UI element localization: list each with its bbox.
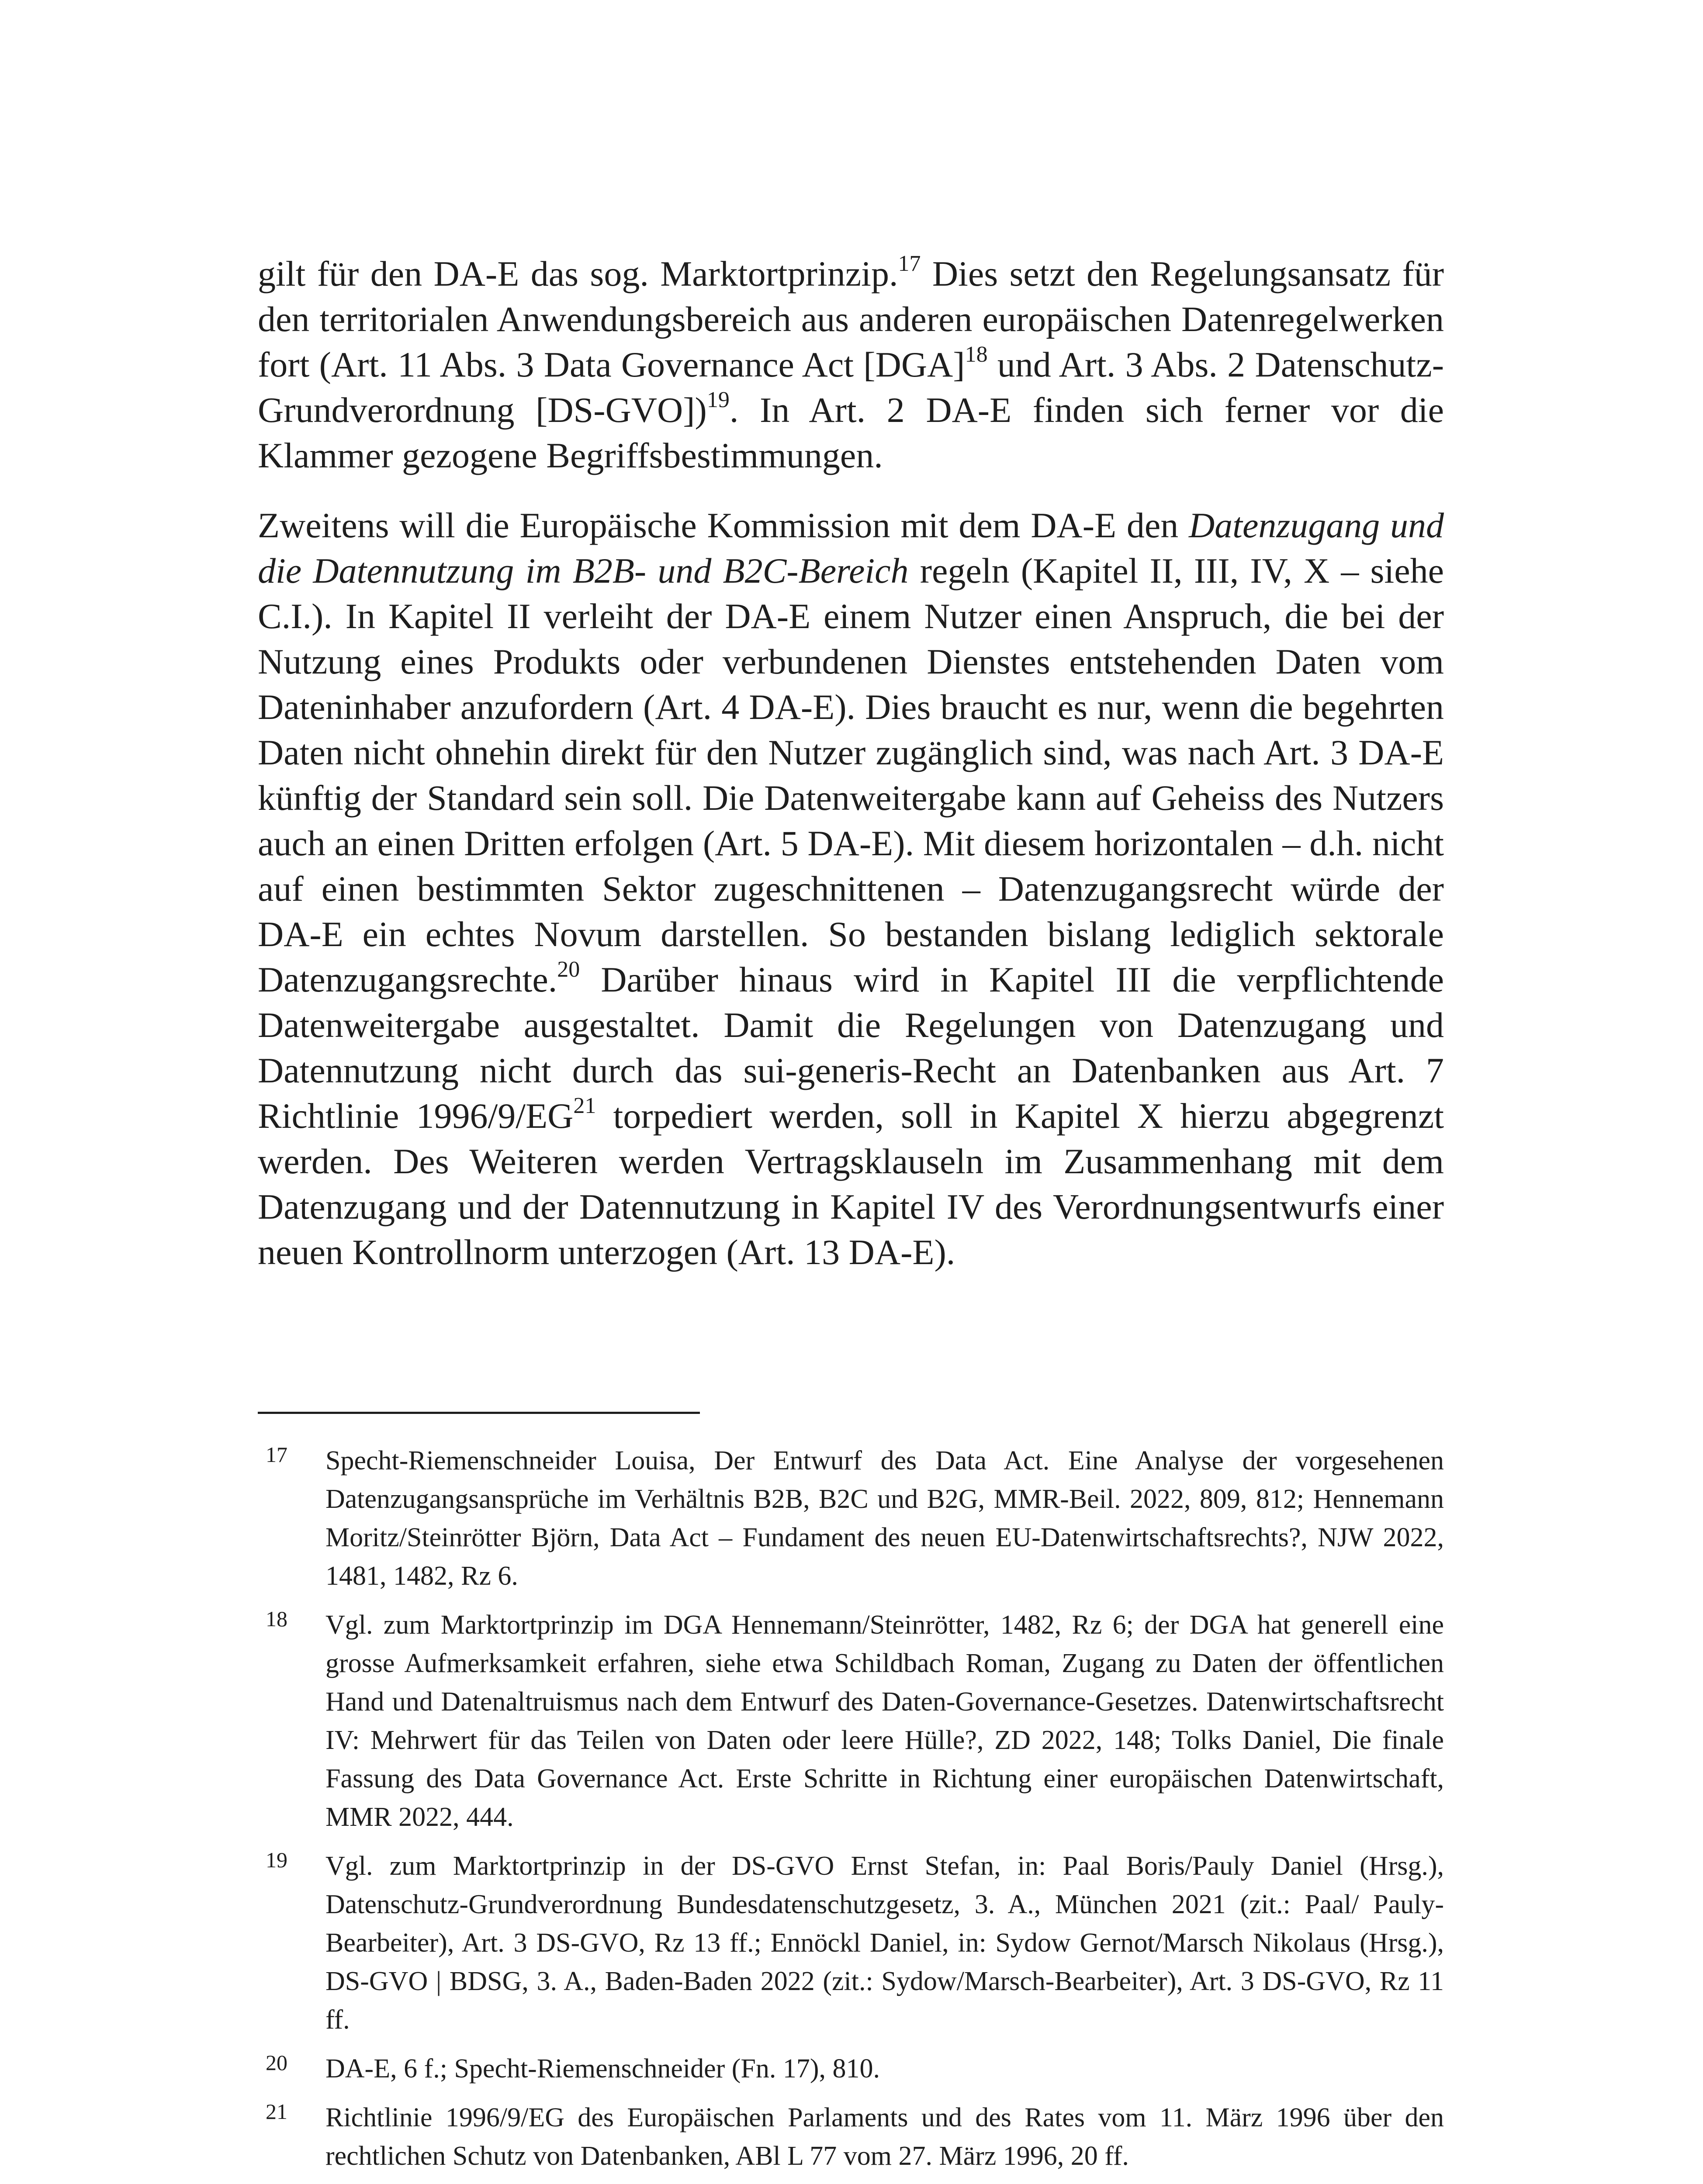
paragraph-text: gilt für den DA-E das sog. Marktortprinzip. [258, 254, 898, 294]
footnote-18 [258, 1606, 1444, 1836]
footnote-reference-18[interactable]: 18 [965, 342, 988, 367]
paragraph-text: und Art. 3 Abs. 2 Datenschutz-Grundverordnung [DS-GVO]) [258, 345, 1444, 430]
footnote-reference-21[interactable]: 21 [573, 1093, 596, 1118]
footnote-21 [258, 2098, 1444, 2175]
paragraph-data-access [258, 503, 1444, 1275]
paragraph-text: Dies setzt den Regelungsansatz für den territorialen Anwendungsbereich aus anderen europäischen Datenregelwerken fort (Art. 11 Abs. 3 Data Governance Act [DGA] [258, 254, 1444, 384]
footnote-reference-19[interactable]: 19 [706, 387, 730, 412]
footnote-19 [258, 1847, 1444, 2039]
footnote-number: 20 [266, 2050, 287, 2075]
footnotes-section [258, 1441, 1444, 2184]
paragraph-text: Zweitens will die Europäische Kommission mit dem DA-E den [258, 505, 1189, 545]
footnote-20 [258, 2049, 1444, 2088]
footnote-text: Specht-Riemenschneider Louisa, Der Entwurf des Data Act. Eine Analyse der vorgesehenen Datenzugangsansprüche im Verhältnis B2B, B2C und B2G, MMR-Beil. 2022, 809, 812; Hennemann Moritz/Steinrötter Björn, Data Act – Fundament des neuen EU-Datenwirtschaftsrechts?, NJW 2022, 1481, 1482, Rz 6. [325, 1446, 1444, 1591]
footnote-reference-20[interactable]: 20 [557, 957, 580, 982]
paragraph-text: . In Art. 2 DA-E finden sich ferner vor die Klammer gezogene Begriffsbestimmungen. [258, 390, 1444, 475]
footnote-number: 17 [266, 1442, 287, 1467]
paragraph-text: torpediert werden, soll in Kapitel X hierzu abgegrenzt werden. Des Weiteren werden Vertragsklauseln im Zusammenhang mit dem Datenzugang und der Datennutzung in Kapitel IV des Verordnungsentwurfs einer neuen Kontrollnorm unterzogen (Art. 13 DA-E). [258, 1096, 1444, 1272]
footnote-reference-17[interactable]: 17 [898, 251, 921, 276]
emphasis-text: Datenzugang und die Datennutzung im B2B- und B2C-Bereich [258, 505, 1444, 591]
footnote-text: Vgl. zum Marktortprinzip im DGA Hennemann/Steinrötter, 1482, Rz 6; der DGA hat generell eine grosse Aufmerksamkeit erfahren, siehe etwa Schildbach Roman, Zugang zu Daten der öffentlichen Hand und Datenaltruismus nach dem Entwurf des Daten-Governance-Gesetzes. Datenwirtschaftsrecht IV: Mehrwert für das Teilen von Daten oder leere Hülle?, ZD 2022, 148; Tolks Daniel, Die finale Fassung des Data Governance Act. Erste Schritte in Richtung einer europäischen Datenwirtschaft, MMR 2022, 444. [325, 1610, 1444, 1832]
footnote-text: Vgl. zum Marktortprinzip in der DS-GVO Ernst Stefan, in: Paal Boris/Pauly Daniel (Hrsg.), Datenschutz-Grundverordnung Bundesdatenschutzgesetz, 3. A., München 2021 (zit.: Paal/ Pauly-Bearbeiter), Art. 3 DS-GVO, Rz 13 ff.; Ennöckl Daniel, in: Sydow Gernot/Marsch Nikolaus (Hrsg.), DS-GVO | BDSG, 3. A., Baden-Baden 2022 (zit.: Sydow/Marsch-Bearbeiter), Art. 3 DS-GVO, Rz 11 ff. [325, 1851, 1444, 2035]
footnote-number: 18 [266, 1607, 287, 1631]
footnote-separator [258, 1412, 700, 1414]
body-text [258, 251, 1444, 1275]
footnote-number: 21 [266, 2099, 287, 2124]
paragraph-text: Darüber hinaus wird in Kapitel III die verpflichtende Datenweitergabe ausgestaltet. Damit die Regelungen von Datenzugang und Datennutzung nicht durch das sui-generis-Recht an Datenbanken aus Art. 7 Richtlinie 1996/9/EG [258, 960, 1444, 1136]
footnote-text: Richtlinie 1996/9/EG des Europäischen Parlaments und des Rates vom 11. März 1996 über den rechtlichen Schutz von Datenbanken, ABl L 77 vom 27. März 1996, 20 ff. [325, 2103, 1444, 2171]
footnote-number: 19 [266, 1848, 287, 1872]
footnote-text: DA-E, 6 f.; Specht-Riemenschneider (Fn. 17), 810. [325, 2054, 880, 2084]
footnote-17 [258, 1441, 1444, 1595]
paragraph-text: regeln (Kapitel II, III, IV, X – siehe C.I.). In Kapitel II verleiht der DA-E einem Nutzer einen Anspruch, die bei der Nutzung eines Produkts oder verbundenen Dienstes entstehenden Daten vom Dateninhaber anzufordern (Art. 4 DA-E). Dies braucht es nur, wenn die begehrten Daten nicht ohnehin direkt für den Nutzer zugänglich sind, was nach Art. 3 DA-E künftig der Standard sein soll. Die Datenweitergabe kann auf Geheiss des Nutzers auch an einen Dritten erfolgen (Art. 5 DA-E). Mit diesem horizontalen – d.h. nicht auf einen bestimmten Sektor zugeschnittenen – Datenzugangsrecht würde der DA-E ein echtes Novum darstellen. So bestanden bislang lediglich sektorale Datenzugangsrechte. [258, 551, 1444, 999]
paragraph-market-location-principle [258, 251, 1444, 478]
